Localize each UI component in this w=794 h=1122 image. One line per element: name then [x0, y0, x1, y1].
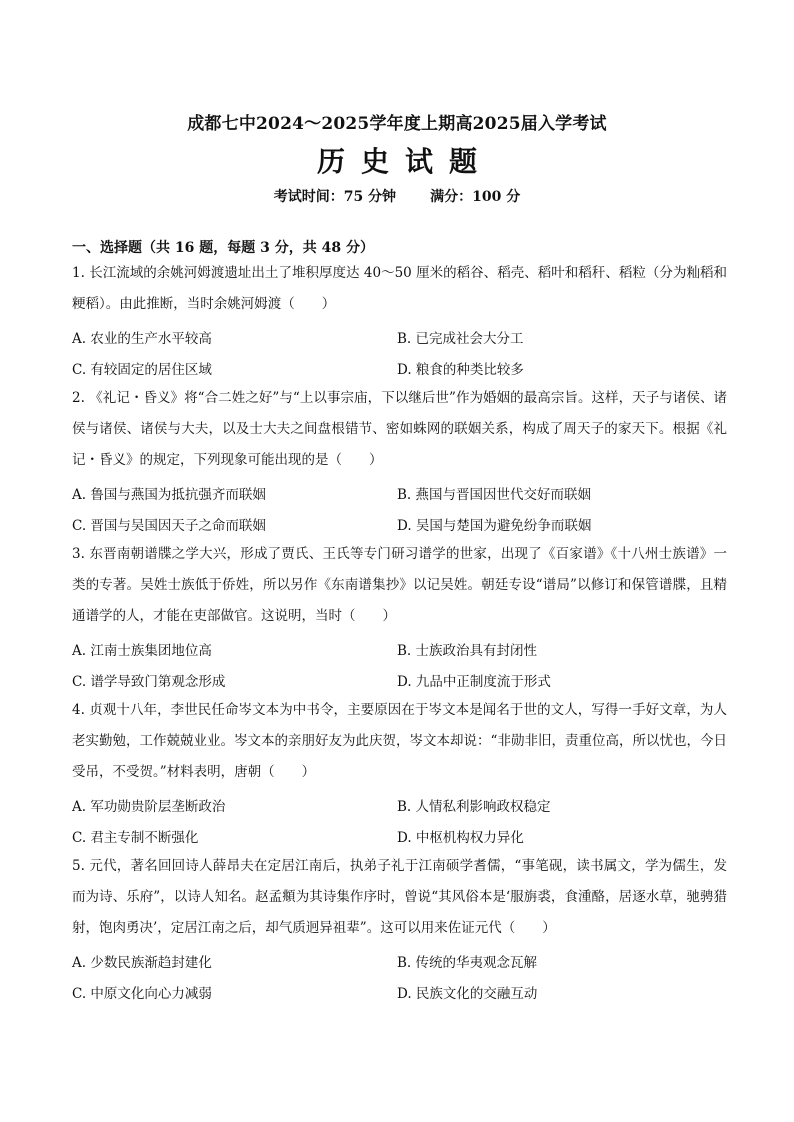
question-4-option-c: C. 君主专制不断强化 — [72, 830, 199, 846]
question-1-option-c: C. 有较固定的居住区域 — [72, 362, 212, 378]
question-1-option-a: A. 农业的生产水平较高 — [72, 331, 212, 347]
question-1-stem: 1. 长江流域的余姚河姆渡遗址出土了堆积厚度达 40～50 厘米的稻谷、稻壳、稻叶和稻秆、稻粒（分为籼稻和粳稻）。由此推断，当时余姚河姆渡（ ） — [72, 265, 727, 312]
question-5-option-c: C. 中原文化向心力减弱 — [72, 986, 212, 1002]
question-2-option-d: D. 吴国与楚国为避免纷争而联姻 — [397, 518, 592, 534]
question-3-option-a: A. 江南士族集团地位高 — [72, 643, 212, 659]
question-2-option-b: B. 燕国与晋国因世代交好而联姻 — [397, 487, 592, 503]
question-3-stem: 3. 东晋南朝谱牒之学大兴，形成了贾氏、王氏等专门研习谱学的世家，出现了《百家谱》《十八州士族谱》一类的专著。吴姓士族低于侨姓，所以另作《东南谱集抄》以记吴姓。朝廷专设“谱局”以修订和保管谱牒，且精通谱学的人，才能在吏部做官。这说明，当时（ ） — [72, 546, 727, 624]
question-5-option-d: D. 民族文化的交融互动 — [397, 986, 538, 1002]
question-4-option-b: B. 人情私利影响政权稳定 — [397, 799, 551, 815]
question-3-option-b: B. 士族政治具有封闭性 — [397, 643, 538, 659]
question-3-option-c: C. 谱学导致门第观念形成 — [72, 674, 226, 690]
question-5-option-a: A. 少数民族渐趋封建化 — [72, 955, 212, 971]
question-2-stem: 2. 《礼记・昏义》将“合二姓之好”与“上以事宗庙，下以继后世”作为婚姻的最高宗旨。这样，天子与诸侯、诸侯与诸侯、诸侯与大夫，以及士大夫之间盘根错节、密如蛛网的联姻关系，构成了周天子的家天下。根据《礼记・昏义》的规定，下列现象可能出现的是（ ） — [72, 390, 727, 468]
question-4-option-a: A. 军功勋贵阶层垄断政治 — [72, 799, 226, 815]
section-heading: 一、选择题（共 16 题，每题 3 分，共 48 分） — [72, 240, 374, 256]
question-1-option-b: B. 已完成社会大分工 — [397, 331, 524, 347]
question-2-option-c: C. 晋国与吴国因天子之命而联姻 — [72, 518, 266, 534]
question-2-option-a: A. 鲁国与燕国为抵抗强齐而联姻 — [72, 487, 266, 503]
question-1-option-d: D. 粮食的种类比较多 — [397, 362, 524, 378]
question-3-option-d: D. 九品中正制度流于形式 — [397, 674, 551, 690]
exam-title: 成都七中2024～2025学年度上期高2025届入学考试 — [187, 114, 607, 134]
exam-info: 考试时间：75 分钟 满分：100 分 — [273, 189, 521, 205]
subject-title: 历史试题 — [316, 145, 493, 178]
question-4-stem: 4. 贞观十八年，李世民任命岑文本为中书令，主要原因在于岑文本是闻名于世的文人，写得一手好文章，为人老实勤勉，工作兢兢业业。岑文本的亲朋好友为此庆贺，岑文本却说：“非勋非旧，责重位高，所以忧也，今日受吊，不受贺。”材料表明，唐朝（ ） — [72, 702, 727, 780]
question-4-option-d: D. 中枢机构权力异化 — [397, 830, 524, 846]
question-5-stem: 5. 元代，著名回回诗人薛昂夫在定居江南后，执弟子礼于江南硕学耆儒，“事笔砚，读书属文，学为儒生，发而为诗、乐府”，以诗人知名。赵孟頫为其诗集作序时，曾说“其风俗本是‘服旃裘，食湩酪，居逐水草，驰骋猎射，饱肉勇决’，定居江南之后，却气质迥异祖辈”。这可以用来佐证元代（ ） — [72, 858, 727, 936]
question-5-option-b: B. 传统的华夷观念瓦解 — [397, 955, 538, 971]
